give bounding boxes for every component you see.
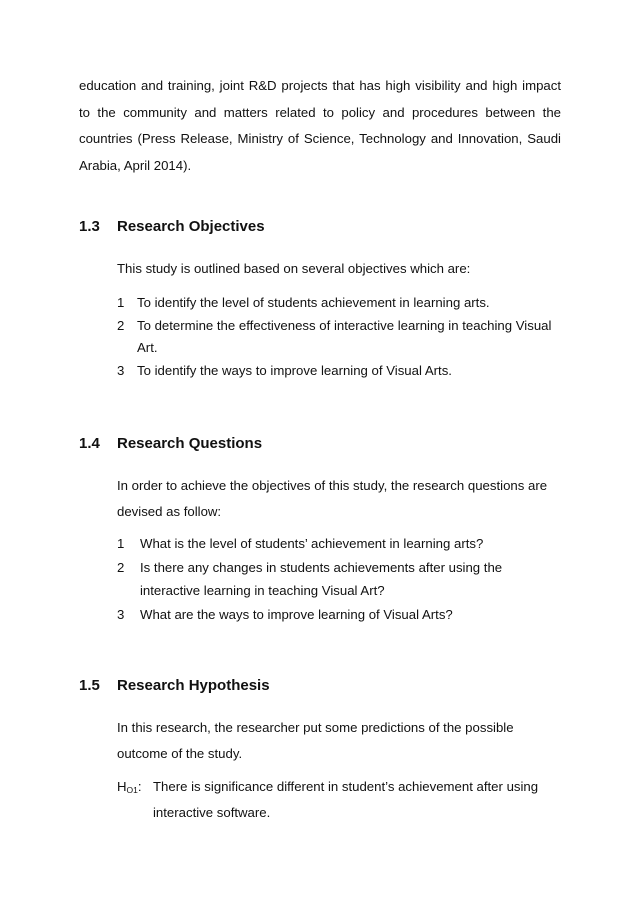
questions-intro: In order to achieve the objectives of this study, the research questions are devised as follow:	[117, 478, 548, 519]
intro-paragraph: education and training, joint R&D projects that has high visibility and high impact to the community and matters related to policy and procedures between the countries (Press Release, Ministry of Science, Technology and Innovation, Saudi Arabia, April 2014).	[79, 78, 561, 173]
hypothesis-label-main: H	[117, 779, 127, 794]
section-heading-questions	[79, 435, 262, 452]
list-item	[117, 292, 557, 315]
item-text: To identify the level of students achievement in learning arts.	[137, 295, 490, 310]
item-number: 2	[117, 317, 125, 333]
item-number: 1	[117, 536, 125, 551]
hypothesis-label-colon: :	[137, 779, 142, 794]
objectives-intro: This study is outlined based on several objectives which are:	[117, 261, 471, 276]
item-number: 3	[117, 606, 125, 622]
item-text: To identify the ways to improve learning of Visual Arts.	[137, 362, 452, 378]
item-text: To determine the effectiveness of interactive learning in teaching Visual Art.	[137, 317, 552, 355]
list-item	[117, 603, 557, 627]
list-item	[117, 532, 557, 556]
item-text: Is there any changes in students achievements after using the interactive learning in teaching Visual Art?	[140, 559, 503, 598]
section-title: Research Questions	[117, 435, 263, 452]
section-number: 1.3	[79, 218, 100, 235]
section-number: 1.5	[79, 677, 100, 694]
list-item	[117, 315, 557, 360]
section-heading-hypothesis	[79, 677, 270, 694]
questions-list	[117, 532, 557, 626]
list-item	[117, 556, 557, 603]
section-number: 1.4	[79, 435, 100, 452]
section-heading-objectives	[79, 218, 265, 235]
hypothesis-label	[117, 774, 153, 803]
item-number: 2	[117, 559, 125, 575]
hypothesis-text: There is significance different in student’s achievement after using interactive software.	[153, 779, 539, 820]
hypothesis-intro: In this research, the researcher put some predictions of the possible outcome of the study.	[117, 720, 514, 761]
item-number: 1	[117, 295, 125, 310]
objectives-list	[117, 292, 557, 382]
section-title: Research Objectives	[117, 218, 265, 235]
item-number: 3	[117, 362, 125, 378]
item-text: What are the ways to improve learning of Visual Arts?	[140, 606, 453, 622]
list-item	[117, 360, 557, 383]
section-title: Research Hypothesis	[117, 677, 270, 694]
item-text: What is the level of students’ achievement in learning arts?	[140, 536, 484, 551]
hypothesis-label-sub: O1	[126, 785, 138, 795]
hypothesis-item	[117, 774, 557, 826]
